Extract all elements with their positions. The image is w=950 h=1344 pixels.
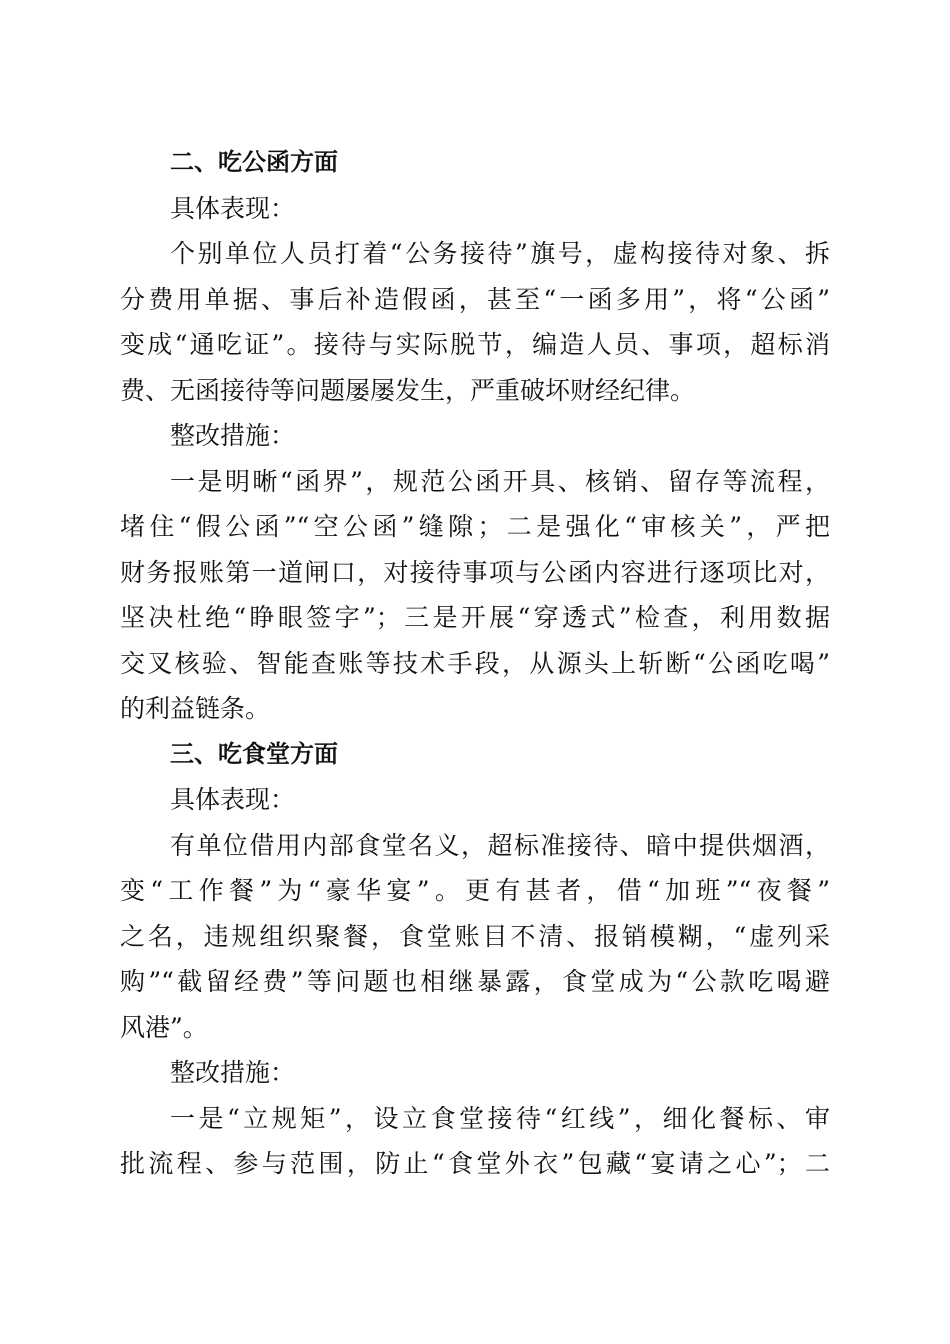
section-heading: 三、吃食堂方面 (170, 739, 338, 768)
paragraph-line: 分费用单据、事后补造假函，甚至“一函多用”，将“公函” (120, 284, 830, 314)
paragraph-line: 的利益链条。 (120, 694, 271, 723)
paragraph-line: 变“工作餐”为“豪华宴”。更有甚者，借“加班”“夜餐” (120, 876, 830, 905)
document-body (120, 140, 830, 1187)
manifest-label: 具体表现： (170, 193, 296, 223)
paragraph-line: 财务报账第一道闸口，对接待事项与公函内容进行逐项比对， (120, 557, 830, 587)
measure-paragraph (120, 1096, 830, 1187)
paragraph-line: 有单位借用内部食堂名义，超标准接待、暗中提供烟酒， (170, 830, 830, 860)
paragraph-line: 之名，违规组织聚餐，食堂账目不清、报销模糊，“虚列采 (120, 921, 830, 951)
paragraph-line: 一是明晰“函界”，规范公函开具、核销、留存等流程， (170, 466, 830, 496)
paragraph-line: 交叉核验、智能查账等技术手段，从源头上斩断“公函吃喝” (120, 648, 830, 678)
paragraph-line: 费、无函接待等问题屡屡发生，严重破坏财经纪律。 (120, 375, 696, 405)
manifest-paragraph (120, 231, 830, 413)
manifest-paragraph (120, 823, 830, 1051)
paragraph-line: 购”“截留经费”等问题也相继暴露，食堂成为“公款吃喝避 (120, 967, 830, 996)
measure-label: 整改措施： (170, 1058, 296, 1087)
paragraph-line: 变成“通吃证”。接待与实际脱节，编造人员、事项，超标消 (120, 330, 830, 359)
manifest-label: 具体表现： (170, 785, 296, 814)
paragraph-line: 风港”。 (120, 1012, 208, 1042)
paragraph-line: 一是“立规矩”，设立食堂接待“红线”，细化餐标、审 (170, 1103, 830, 1133)
measure-label: 整改措施： (170, 421, 296, 450)
section-heading: 二、吃公函方面 (170, 148, 338, 176)
paragraph-line: 堵住“假公函”“空公函”缝隙；二是强化“审核关”，严把 (120, 512, 830, 541)
paragraph-line: 坚决杜绝“睁眼签字”；三是开展“穿透式”检查，利用数据 (120, 603, 830, 632)
measure-paragraph (120, 459, 830, 732)
paragraph-line: 批流程、参与范围，防止“食堂外衣”包藏“宴请之心”；二 (120, 1149, 830, 1178)
paragraph-line: 个别单位人员打着“公务接待”旗号，虚构接待对象、拆 (170, 239, 830, 268)
